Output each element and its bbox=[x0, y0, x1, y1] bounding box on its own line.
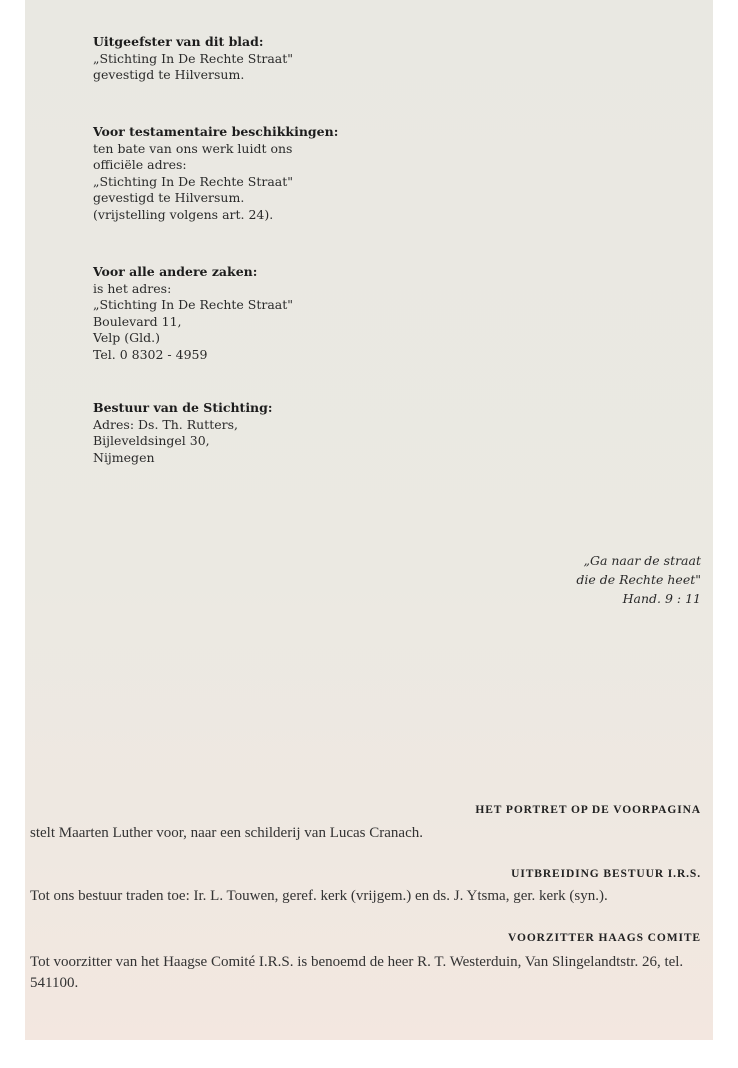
testament-line: officiële adres: bbox=[93, 157, 187, 172]
publisher-block bbox=[93, 34, 493, 84]
other-line: Boulevard 11, bbox=[93, 313, 182, 329]
publisher-line: „Stichting In De Rechte Straat" bbox=[93, 50, 294, 66]
board-line: Bijleveldsingel 30, bbox=[93, 433, 210, 448]
board-line: Adres: Ds. Th. Rutters, bbox=[93, 416, 238, 432]
other-line: Velp (Gld.) bbox=[93, 330, 160, 345]
testament-block bbox=[93, 124, 493, 223]
other-line: is het adres: bbox=[93, 280, 172, 296]
other-line: Tel. 0 8302 - 4959 bbox=[93, 346, 208, 362]
testament-heading: Voor testamentaire beschikkingen: bbox=[93, 124, 339, 139]
document-page bbox=[25, 0, 713, 1040]
notice-title-board-expansion: UITBREIDING BESTUUR I.R.S. bbox=[511, 868, 701, 880]
board-heading: Bestuur van de Stichting: bbox=[93, 400, 273, 415]
quote-line: die de Rechte heet" bbox=[576, 572, 701, 587]
quote-line: „Ga naar de straat bbox=[583, 553, 701, 568]
testament-line: „Stichting In De Rechte Straat" bbox=[93, 173, 294, 189]
board-block bbox=[93, 400, 493, 466]
testament-line: ten bate van ons werk luidt ons bbox=[93, 140, 293, 156]
notice-body-portrait: stelt Maarten Luther voor, naar een schilderij van Lucas Cranach. bbox=[30, 825, 423, 841]
other-heading: Voor alle andere zaken: bbox=[93, 264, 258, 279]
testament-line: gevestigd te Hilversum. bbox=[93, 190, 245, 205]
publisher-line: gevestigd te Hilversum. bbox=[93, 67, 245, 82]
board-line: Nijmegen bbox=[93, 449, 155, 465]
other-line: „Stichting In De Rechte Straat" bbox=[93, 297, 294, 312]
quote-reference: Hand. 9 : 11 bbox=[622, 591, 701, 606]
bible-quote bbox=[401, 551, 701, 608]
notice-title-chairman: VOORZITTER HAAGS COMITE bbox=[508, 932, 701, 944]
notice-body-chairman: Tot voorzitter van het Haagse Comité I.R.S. is benoemd de heer R. T. Westerduin, Van Slingelandtstr. 26, tel. 541100. bbox=[30, 954, 684, 991]
publisher-heading: Uitgeefster van dit blad: bbox=[93, 34, 264, 49]
notice-title-portrait: HET PORTRET OP DE VOORPAGINA bbox=[475, 804, 701, 816]
other-matters-block bbox=[93, 264, 493, 363]
notice-body-board-expansion: Tot ons bestuur traden toe: Ir. L. Touwen, geref. kerk (vrijgem.) en ds. J. Ytsma, ger. kerk (syn.). bbox=[30, 888, 608, 904]
testament-line: (vrijstelling volgens art. 24). bbox=[93, 206, 274, 222]
